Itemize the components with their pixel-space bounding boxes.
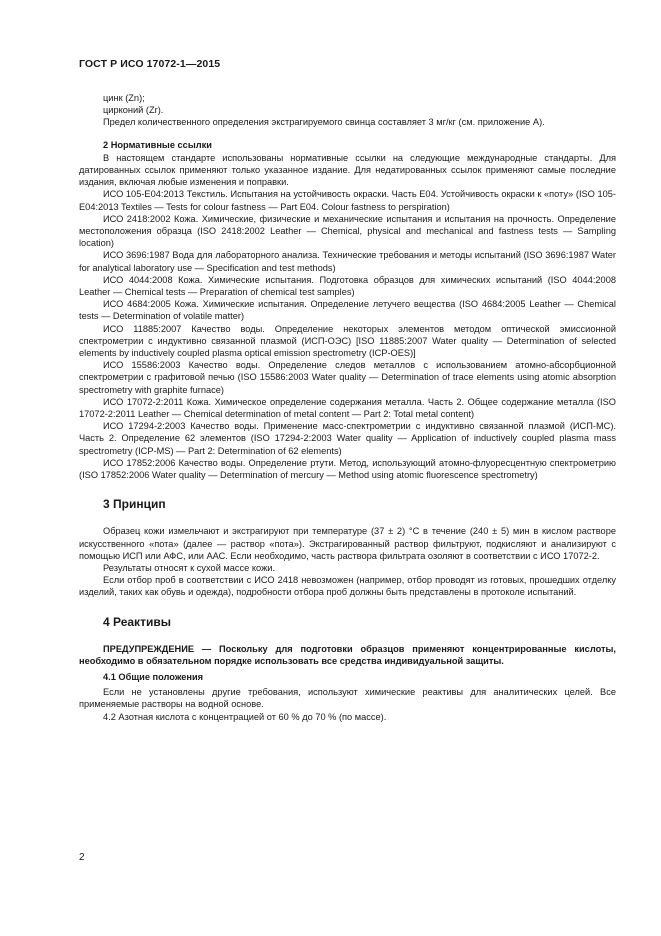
subsection-4-1-para: Если не установлены другие требования, используют химические реактивы для аналитических целей. Все применяемые растворы на водной основе. [79,687,616,710]
reference-item: ИСО 4684:2005 Кожа. Химические испытания. Определение летучего вещества (ISO 4684:2005 Leather — Chemical tests — Determination of volatile matter) [79,299,616,322]
document-body [79,92,616,723]
reference-item: ИСО 4044:2008 Кожа. Химические испытания. Подготовка образцов для химических испытаний (ISO 4044:2008 Leather — Chemical tests — Preparation of chemical test samples) [79,274,616,298]
intro-line-1: цинк (Zn); [103,93,145,103]
subsection-4-1-heading: 4.1 Общие положения [103,671,204,682]
warning-paragraph: ПРЕДУПРЕЖДЕНИЕ — Поскольку для подготовки образцов применяют концентрированные кислоты, необходимо в обязательном порядке использовать все средства индивидуальной защиты. [79,643,616,666]
reference-item: ИСО 2418:2002 Кожа. Химические, физические и механические испытания и испытания на прочность. Определение местоположения образца (ISO 2418:2002 Leather — Chemical, physical and mechanical and fastness tests — Sampling location) [79,213,616,249]
reference-item: ИСО 17072-2:2011 Кожа. Химическое определение содержания металла. Часть 2. Общее содержание металла (ISO 17072-2:2011 Leather — Chemical determination of metal content — Part 2: Total metal content) [79,396,616,420]
section-3-para: Результаты относят к сухой массе кожи. [103,562,276,573]
intro-line-2: цирконий (Zr). [103,105,164,116]
spacer [79,599,616,615]
spacer [79,129,616,139]
document-header: ГОСТ Р ИСО 17072-1—2015 [79,58,221,70]
intro-line-3: Предел количественного определения экстрагируемого свинца составляет 3 мг/кг (см. приложение А). [103,117,545,128]
section-3-para: Если отбор проб в соответствии с ИСО 2418 невозможен (например, отбор проводят из готовых, прошедших отделку изделий, таких как обувь и одежда), подробности отбора проб должны быть представлены в протоколе испытаний. [79,575,616,598]
section-2-para: В настоящем стандарте использованы нормативные ссылки на следующие международные стандарты. Для датированных ссылок применяют только указанное издание. Для недатированных ссылок применяют самые последние издания, включая любые изменения и поправки. [79,152,616,188]
reference-item: ИСО 105-E04:2013 Текстиль. Испытания на устойчивость окраски. Часть E04. Устойчивость окраски к «поту» (ISO 105-E04:2013 Textiles — Tests for colour fastness — Part E04. Colour fastness to perspiration) [79,189,616,212]
reference-item: ИСО 17852:2006 Качество воды. Определение ртути. Метод, использующий атомно-флуоресцентную спектрометрию (ISO 17852:2006 Water quality — Determination of mercury — Method using atomic fluorescence spectrometry) [79,457,616,481]
page-number: 2 [79,852,85,863]
section-4-heading: 4 Реактивы [103,614,171,629]
spacer [79,481,616,497]
item-4-2: 4.2 Азотная кислота с концентрацией от 60 % до 70 % (по массе). [103,711,387,722]
section-3-para: Образец кожи измельчают и экстрагируют при температуре (37 ± 2) °С в течение (240 ± 5) мин в кислом растворе искусственного «пота» (далее — раствор «пота»). Экстрагированный раствор фильтруют, подкисляют и анализируют с помощью ИСП или АФС, или ААС. Если необходимо, часть раствора фильтрата озоляют в соответствии с ИСО 17072-2. [79,526,616,561]
reference-item: ИСО 17294-2:2003 Качество воды. Применение масс-спектрометрии с индуктивно связанной плазмой (ИСП-МС). Часть 2. Определение 62 элементов (ISO 17294-2:2003 Water quality — Application of inductively coupled plasma mass spectrometry (ICP-MS) — Part 2: Determination of 62 elements) [79,421,616,456]
reference-item: ИСО 3696:1987 Вода для лабораторного анализа. Технические требования и методы испытаний (ISO 3696:1987 Water for analytical laboratory use — Specification and test methods) [79,250,616,273]
reference-item: ИСО 15586:2003 Качество воды. Определение следов металлов с использованием атомно-абсорбционной спектрометрии с графитовой печью (ISO 15586:2003 Water quality — Determination of trace elements using atomic absorption spectrometry with graphite furnace) [79,360,616,395]
section-2-heading: 2 Нормативные ссылки [103,139,212,150]
reference-item: ИСО 11885:2007 Качество воды. Определение некоторых элементов методом оптической эмиссионной спектрометрии с индуктивно связанной плазмой (ИСП-ОЭС) [ISO 11885:2007 Water quality — Determination of selected elements by inductively coupled plasma optical emission spectrometry (ICP-OES)] [79,323,616,359]
section-3-heading: 3 Принцип [103,497,166,512]
